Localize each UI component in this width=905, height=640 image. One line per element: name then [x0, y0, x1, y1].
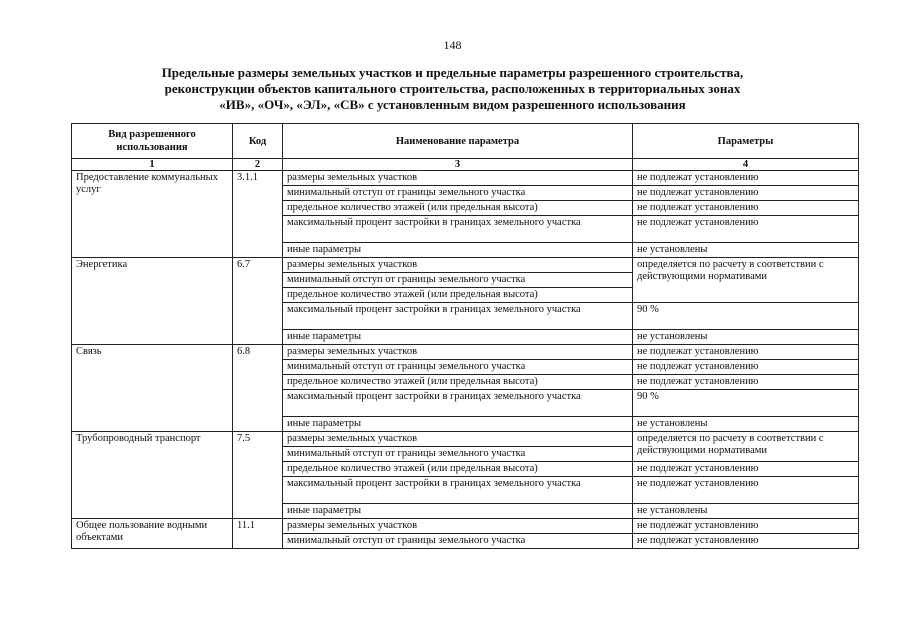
parameter-value-cell: не подлежат установлению — [633, 375, 859, 390]
table-row — [72, 171, 859, 186]
parameter-value-cell: 90 % — [633, 303, 859, 330]
parameter-name-cell: максимальный процент застройки в границах земельного участка — [283, 390, 633, 417]
parameter-name-cell: максимальный процент застройки в границах земельного участка — [283, 477, 633, 504]
use-type-cell: Связь — [72, 345, 233, 432]
code-cell: 6.8 — [233, 345, 283, 432]
table-row — [72, 258, 859, 273]
parameter-name-cell: минимальный отступ от границы земельного участка — [283, 186, 633, 201]
parameter-value-cell: не установлены — [633, 330, 859, 345]
parameter-name-cell: минимальный отступ от границы земельного участка — [283, 273, 633, 288]
title-line-1: Предельные размеры земельных участков и предельные параметры разрешенного строительства, — [161, 65, 744, 80]
column-number: 1 — [72, 159, 233, 171]
table-row — [72, 432, 859, 447]
parameter-value-cell: определяется по расчету в соответствии с действующими нормативами — [633, 258, 859, 303]
parameters-table — [71, 123, 859, 549]
code-cell: 6.7 — [233, 258, 283, 345]
parameter-name-cell: размеры земельных участков — [283, 171, 633, 186]
parameter-name-cell: иные параметры — [283, 417, 633, 432]
parameter-value-cell: не подлежат установлению — [633, 477, 859, 504]
parameter-value-cell: не подлежат установлению — [633, 186, 859, 201]
parameter-value-cell: не подлежат установлению — [633, 534, 859, 549]
parameter-name-cell: размеры земельных участков — [283, 345, 633, 360]
parameter-name-cell: размеры земельных участков — [283, 519, 633, 534]
use-type-cell: Общее пользование водными объектами — [72, 519, 233, 549]
use-type-cell: Трубопроводный транспорт — [72, 432, 233, 519]
parameter-name-cell: предельное количество этажей (или предельная высота) — [283, 375, 633, 390]
parameter-name-cell: предельное количество этажей (или предельная высота) — [283, 201, 633, 216]
header-parameter-name: Наименование параметра — [283, 124, 633, 159]
parameter-name-cell: предельное количество этажей (или предельная высота) — [283, 462, 633, 477]
parameter-value-cell: не подлежат установлению — [633, 216, 859, 243]
code-cell: 11.1 — [233, 519, 283, 549]
header-code: Код — [233, 124, 283, 159]
parameter-value-cell: определяется по расчету в соответствии с действующими нормативами — [633, 432, 859, 462]
table-header-row — [72, 124, 859, 159]
parameter-name-cell: минимальный отступ от границы земельного участка — [283, 447, 633, 462]
table-row — [72, 345, 859, 360]
parameter-value-cell: не подлежат установлению — [633, 345, 859, 360]
column-number: 3 — [283, 159, 633, 171]
parameter-name-cell: размеры земельных участков — [283, 432, 633, 447]
table-row — [72, 519, 859, 534]
title-line-2: реконструкции объектов капитального строительства, расположенных в территориальных зонах — [164, 81, 741, 96]
parameter-name-cell: максимальный процент застройки в границах земельного участка — [283, 216, 633, 243]
header-parameters: Параметры — [633, 124, 859, 159]
code-cell: 3.1.1 — [233, 171, 283, 258]
column-number: 4 — [633, 159, 859, 171]
parameter-value-cell: 90 % — [633, 390, 859, 417]
parameter-name-cell: максимальный процент застройки в границах земельного участка — [283, 303, 633, 330]
parameter-value-cell: не установлены — [633, 504, 859, 519]
parameter-name-cell: предельное количество этажей (или предельная высота) — [283, 288, 633, 303]
parameter-name-cell: размеры земельных участков — [283, 258, 633, 273]
parameter-name-cell: иные параметры — [283, 504, 633, 519]
parameter-name-cell: иные параметры — [283, 330, 633, 345]
use-type-cell: Энергетика — [72, 258, 233, 345]
parameter-name-cell: иные параметры — [283, 243, 633, 258]
parameter-value-cell: не подлежат установлению — [633, 519, 859, 534]
column-number: 2 — [233, 159, 283, 171]
document-title — [120, 65, 785, 113]
parameter-value-cell: не установлены — [633, 243, 859, 258]
parameter-value-cell: не подлежат установлению — [633, 360, 859, 375]
parameter-name-cell: минимальный отступ от границы земельного участка — [283, 534, 633, 549]
use-type-cell: Предоставление коммунальных услуг — [72, 171, 233, 258]
page-number: 148 — [443, 38, 462, 52]
parameter-value-cell: не подлежат установлению — [633, 201, 859, 216]
header-use-type: Вид разрешенного использования — [72, 124, 233, 159]
parameter-value-cell: не установлены — [633, 417, 859, 432]
column-number-row — [72, 159, 859, 171]
parameter-name-cell: минимальный отступ от границы земельного участка — [283, 360, 633, 375]
parameter-value-cell: не подлежат установлению — [633, 462, 859, 477]
code-cell: 7.5 — [233, 432, 283, 519]
title-line-3: «ИВ», «ОЧ», «ЭЛ», «СВ» с установленным видом разрешенного использования — [219, 97, 686, 112]
parameter-value-cell: не подлежат установлению — [633, 171, 859, 186]
